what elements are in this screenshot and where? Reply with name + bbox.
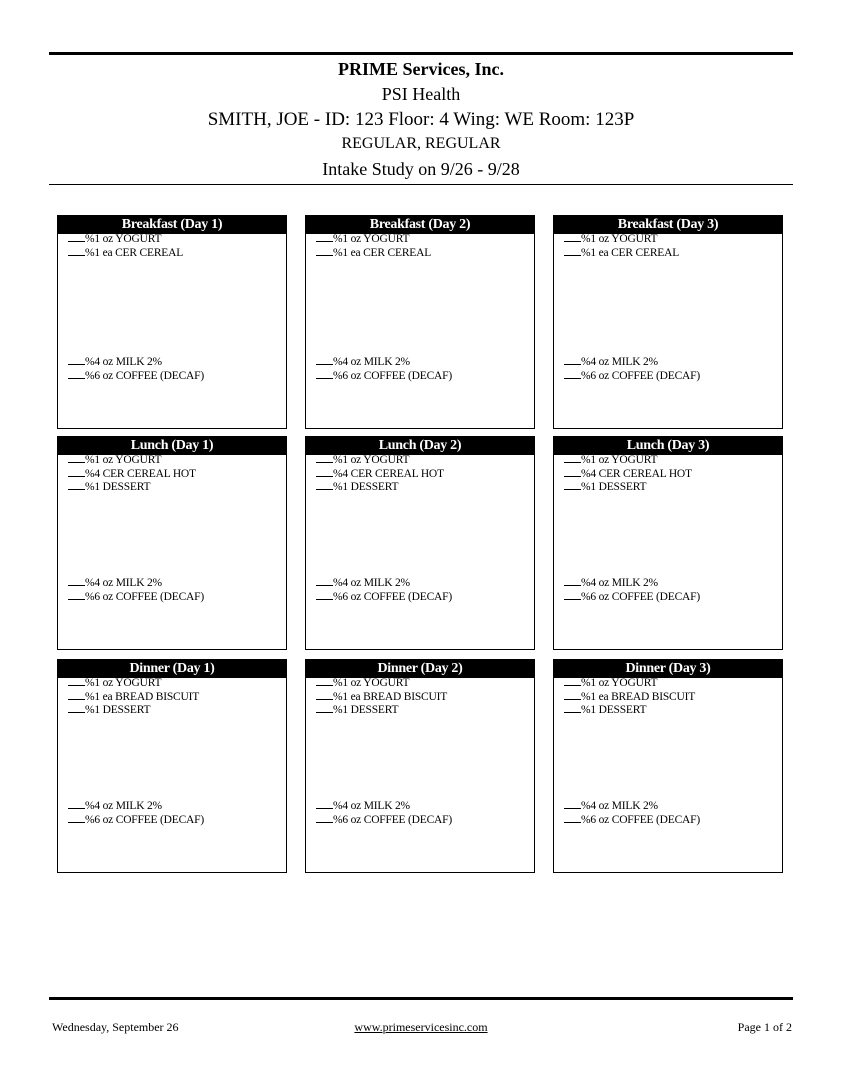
blank-line: [68, 480, 85, 490]
drink-item: %6 oz COFFEE (DECAF): [564, 590, 782, 604]
blank-line: [68, 703, 85, 713]
food-item: %1 ea CER CEREAL: [564, 246, 782, 260]
drink-item: %6 oz COFFEE (DECAF): [564, 369, 782, 383]
blank-line: [68, 467, 85, 477]
blank-line: [564, 799, 581, 809]
meal-box: [305, 659, 535, 873]
blank-line: [68, 576, 85, 586]
food-item: %1 ea BREAD BISCUIT: [316, 690, 534, 704]
food-item: %1 ea BREAD BISCUIT: [564, 690, 782, 704]
drink-item: %4 oz MILK 2%: [68, 576, 286, 590]
food-item: %1 oz YOGURT: [316, 453, 534, 467]
drink-item: %6 oz COFFEE (DECAF): [68, 369, 286, 383]
meal-title: Lunch (Day 3): [554, 437, 782, 455]
meal-box: [553, 215, 783, 429]
food-item: %1 ea BREAD BISCUIT: [68, 690, 286, 704]
blank-line: [316, 590, 333, 600]
drink-item: %4 oz MILK 2%: [564, 355, 782, 369]
blank-line: [564, 232, 581, 242]
blank-line: [564, 369, 581, 379]
blank-line: [316, 576, 333, 586]
study-line: Intake Study on 9/26 - 9/28: [322, 159, 520, 179]
patient-line: SMITH, JOE - ID: 123 Floor: 4 Wing: WE Room: 123P: [207, 109, 635, 130]
blank-line: [564, 480, 581, 490]
blank-line: [68, 690, 85, 700]
diet-line: REGULAR, REGULAR: [341, 135, 501, 152]
meal-box: [57, 436, 287, 650]
meal-title: Dinner (Day 3): [554, 660, 782, 678]
footer-url-link[interactable]: www.primeservicesinc.com: [354, 1020, 488, 1034]
food-item: %1 DESSERT: [68, 703, 286, 717]
blank-line: [68, 355, 85, 365]
drink-item: %6 oz COFFEE (DECAF): [564, 813, 782, 827]
blank-line: [68, 590, 85, 600]
blank-line: [564, 246, 581, 256]
food-item: %1 DESSERT: [316, 480, 534, 494]
blank-line: [564, 813, 581, 823]
blank-line: [564, 703, 581, 713]
blank-line: [316, 232, 333, 242]
food-item: %1 DESSERT: [564, 480, 782, 494]
food-item: %1 oz YOGURT: [564, 232, 782, 246]
blank-line: [68, 676, 85, 686]
blank-line: [68, 453, 85, 463]
blank-line: [564, 576, 581, 586]
footer-rule: [49, 997, 793, 1000]
food-item: %4 CER CEREAL HOT: [564, 467, 782, 481]
food-item: %1 oz YOGURT: [564, 453, 782, 467]
blank-line: [68, 246, 85, 256]
food-item: %1 oz YOGURT: [68, 232, 286, 246]
blank-line: [564, 690, 581, 700]
blank-line: [316, 799, 333, 809]
meal-box: [305, 215, 535, 429]
meal-title: Dinner (Day 1): [58, 660, 286, 678]
drink-item: %4 oz MILK 2%: [316, 799, 534, 813]
facility-name: PSI Health: [381, 84, 461, 104]
blank-line: [68, 369, 85, 379]
blank-line: [316, 703, 333, 713]
meal-title: Breakfast (Day 1): [58, 216, 286, 234]
header-bottom-rule: [49, 184, 793, 185]
blank-line: [316, 813, 333, 823]
food-item: %1 DESSERT: [316, 703, 534, 717]
food-item: %1 DESSERT: [68, 480, 286, 494]
drink-item: %6 oz COFFEE (DECAF): [316, 590, 534, 604]
food-item: %1 oz YOGURT: [564, 676, 782, 690]
meal-box: [553, 659, 783, 873]
meal-box: [553, 436, 783, 650]
meal-box: [305, 436, 535, 650]
drink-item: %6 oz COFFEE (DECAF): [68, 590, 286, 604]
meal-box: [57, 215, 287, 429]
drink-item: %4 oz MILK 2%: [564, 799, 782, 813]
meal-title: Lunch (Day 2): [306, 437, 534, 455]
blank-line: [316, 690, 333, 700]
blank-line: [316, 480, 333, 490]
header-top-rule: [49, 52, 793, 55]
food-item: %1 ea CER CEREAL: [68, 246, 286, 260]
drink-item: %4 oz MILK 2%: [316, 355, 534, 369]
drink-item: %4 oz MILK 2%: [564, 576, 782, 590]
footer-page-number: Page 1 of 2: [737, 1020, 792, 1034]
drink-item: %4 oz MILK 2%: [68, 799, 286, 813]
food-item: %1 ea CER CEREAL: [316, 246, 534, 260]
blank-line: [564, 453, 581, 463]
drink-item: %4 oz MILK 2%: [68, 355, 286, 369]
blank-line: [316, 355, 333, 365]
blank-line: [564, 355, 581, 365]
footer-date: Wednesday, September 26: [52, 1020, 179, 1034]
blank-line: [68, 799, 85, 809]
company-name: PRIME Services, Inc.: [338, 59, 504, 79]
blank-line: [68, 232, 85, 242]
meal-title: Breakfast (Day 2): [306, 216, 534, 234]
food-item: %1 oz YOGURT: [68, 453, 286, 467]
meal-box: [57, 659, 287, 873]
blank-line: [564, 590, 581, 600]
meal-title: Lunch (Day 1): [58, 437, 286, 455]
blank-line: [316, 453, 333, 463]
food-item: %1 oz YOGURT: [68, 676, 286, 690]
blank-line: [316, 676, 333, 686]
drink-item: %6 oz COFFEE (DECAF): [68, 813, 286, 827]
food-item: %4 CER CEREAL HOT: [68, 467, 286, 481]
blank-line: [564, 676, 581, 686]
blank-line: [316, 246, 333, 256]
blank-line: [316, 467, 333, 477]
drink-item: %4 oz MILK 2%: [316, 576, 534, 590]
blank-line: [68, 813, 85, 823]
drink-item: %6 oz COFFEE (DECAF): [316, 813, 534, 827]
food-item: %1 oz YOGURT: [316, 232, 534, 246]
food-item: %4 CER CEREAL HOT: [316, 467, 534, 481]
food-item: %1 DESSERT: [564, 703, 782, 717]
meal-title: Breakfast (Day 3): [554, 216, 782, 234]
blank-line: [564, 467, 581, 477]
meal-title: Dinner (Day 2): [306, 660, 534, 678]
drink-item: %6 oz COFFEE (DECAF): [316, 369, 534, 383]
food-item: %1 oz YOGURT: [316, 676, 534, 690]
blank-line: [316, 369, 333, 379]
